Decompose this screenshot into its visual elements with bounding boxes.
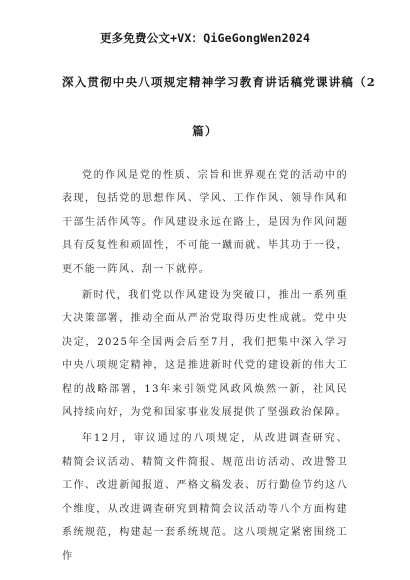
document-title-line-1: 深入贯彻中央八项规定精神学习教育讲话稿党课讲稿（2: [62, 75, 376, 89]
paragraph: 党的作风是党的性质、宗旨和世界观在党的活动中的表现，包括党的思想作风、学风、工作作风、领导作风和干部生活作风等。作风建设永远在路上，是因为作风问题具有反复性和顽固性，不可能一蹴而就、毕其功于一役，更不能一阵风、刮一下就停。: [62, 170, 348, 275]
document-body: [62, 164, 348, 568]
paragraph: 年12月，审议通过的八项规定，从改进调查研究、精简会议活动、精简文件简报、规范出访活动、改进警卫工作、改进新闻报道、严格文稿发表、厉行勤俭节约这八个维度，从改进调查研究到精简会议活动等八个方面构建系统规范，构建起一套系统规范。这八项规定紧密围绕工作: [62, 433, 348, 562]
paragraph: 新时代，我们党以作风建设为突破口，推出一系列重大决策部署，推动全面从严治党取得历史性成就。党中央决定，2025年全国两会后至7月，我们把集中深入学习中央八项规定精神，这是推进新时代党的建设新的伟大工程的战略部署，13年来引领党风政风焕然一新，社风民风持续向好，为党和国家事业发展提供了坚强政治保障。: [62, 290, 348, 419]
watermark-text: 更多免费公文+VX：QiGeGongWen2024: [99, 31, 311, 45]
document-title-line-2: 篇）: [192, 124, 218, 138]
